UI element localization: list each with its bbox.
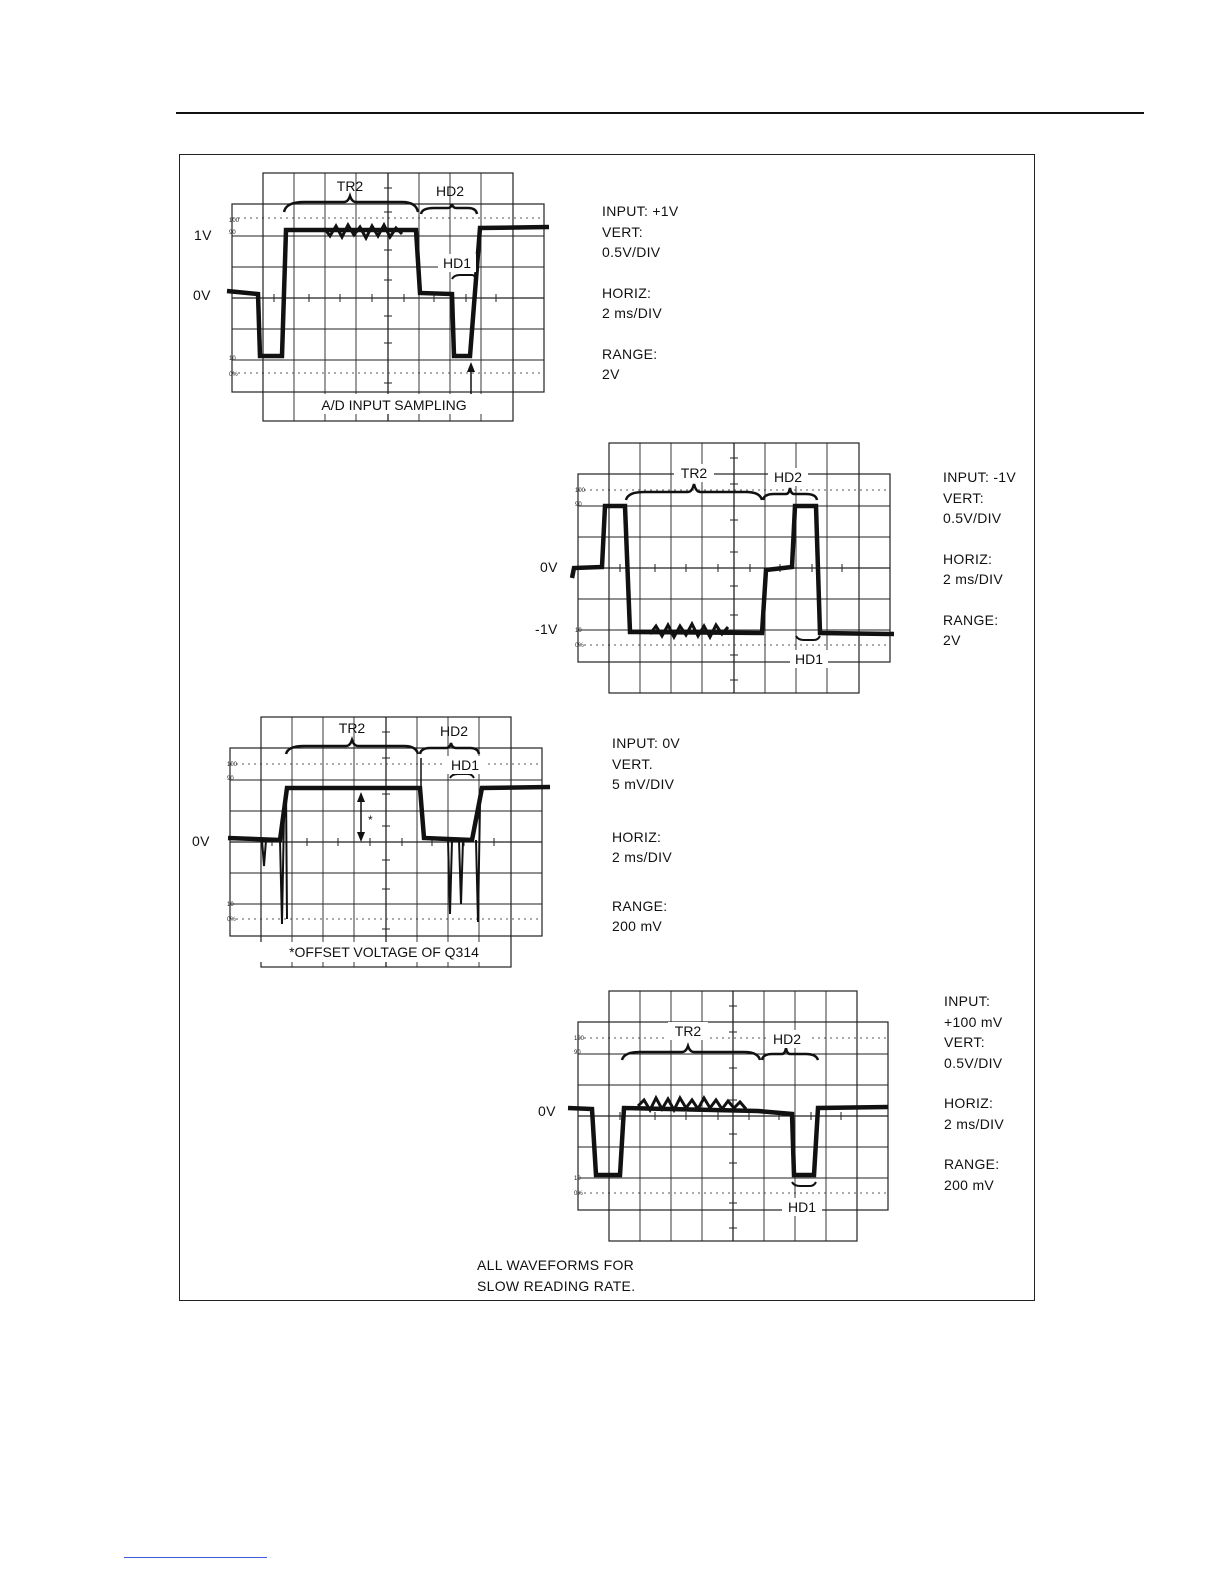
s1-scope-svg xyxy=(224,168,554,428)
s2-range-value: 2V xyxy=(943,632,961,648)
s4-tr2-label: TR2 xyxy=(674,1023,702,1039)
s4-hd2-label: HD2 xyxy=(772,1031,802,1047)
s2-scope-svg xyxy=(570,440,900,700)
figure-caption-line-2: SLOW READING RATE. xyxy=(477,1278,636,1294)
s3-horiz-value: 2 ms/DIV xyxy=(612,849,672,865)
s3-scope-svg xyxy=(224,714,554,974)
s3-mark-0: 0% xyxy=(227,917,236,923)
s3-mark-90: 90 xyxy=(227,776,234,782)
s1-range-label: RANGE: xyxy=(602,345,658,362)
s3-tr2-label: TR2 xyxy=(338,720,366,736)
s1-mark-0: 0% xyxy=(229,372,238,378)
s2-settings xyxy=(943,467,1016,651)
s4-range-label: RANGE: xyxy=(944,1156,1000,1172)
s1-mark-100: 100 xyxy=(229,218,240,224)
s1-horiz-value: 2 ms/DIV xyxy=(602,305,662,321)
s2-mark-100: 100 xyxy=(575,488,586,494)
s1-settings xyxy=(602,201,679,385)
s2-oscilloscope xyxy=(570,440,900,700)
s4-level-0v: 0V xyxy=(538,1103,556,1119)
s3-offset-arrow xyxy=(357,792,373,842)
s2-level-0v: 0V xyxy=(540,559,558,575)
s4-vert-label: VERT: xyxy=(944,1034,985,1050)
s4-waveform xyxy=(568,1107,888,1175)
s1-input-label: INPUT: +1V xyxy=(602,203,679,219)
s4-mark-10: 10 xyxy=(574,1176,581,1182)
s4-oscilloscope xyxy=(568,988,898,1248)
page-top-rule xyxy=(176,112,1144,114)
s3-offset-marker: * xyxy=(368,813,373,827)
s1-hd1-label: HD1 xyxy=(442,255,472,271)
s1-horiz-label: HORIZ: xyxy=(602,284,652,301)
s3-waveform xyxy=(228,787,550,840)
s3-vert-label: VERT. xyxy=(612,755,653,772)
s2-tr2-label: TR2 xyxy=(680,465,708,481)
s4-settings xyxy=(944,991,1004,1195)
s2-tr2-brace xyxy=(626,484,762,500)
s2-graticule xyxy=(578,443,890,693)
s3-caption: *OFFSET VOLTAGE OF Q314 xyxy=(289,944,479,960)
s3-settings xyxy=(612,733,680,937)
s3-range-value: 200 mV xyxy=(612,918,663,934)
s4-mark-100: 100 xyxy=(574,1036,585,1042)
s4-hd2-brace xyxy=(762,1048,818,1060)
s1-mark-10: 10 xyxy=(229,356,236,362)
s1-level-0v: 0V xyxy=(193,287,211,303)
s3-input-label: INPUT: 0V xyxy=(612,735,681,751)
s3-hd1-label: HD1 xyxy=(450,757,480,773)
s2-horiz-label: HORIZ: xyxy=(943,550,993,567)
s3-mark-100: 100 xyxy=(227,762,238,768)
s1-graticule xyxy=(232,173,544,421)
s4-range-value: 200 mV xyxy=(944,1176,995,1193)
s2-mark-90: 90 xyxy=(575,502,582,508)
s1-oscilloscope xyxy=(224,168,554,428)
s4-input-value: +100 mV xyxy=(944,1013,1003,1030)
s4-tr2-brace xyxy=(622,1046,760,1060)
footer-link-underline[interactable] xyxy=(124,1557,267,1558)
s3-hd2-label: HD2 xyxy=(439,723,469,739)
s4-horiz-label: HORIZ: xyxy=(944,1095,994,1111)
s1-mark-90: 90 xyxy=(229,230,236,236)
s2-hd2-label: HD2 xyxy=(773,469,803,485)
s1-hd2-brace xyxy=(421,204,477,214)
s1-tr2-label: TR2 xyxy=(336,178,364,194)
s2-level-neg1v: -1V xyxy=(535,621,558,637)
s1-caption: A/D INPUT SAMPLING xyxy=(321,397,467,413)
s1-vert-value: 0.5V/DIV xyxy=(602,244,661,260)
s3-range-label: RANGE: xyxy=(612,897,668,914)
s2-mark-0: 0% xyxy=(575,643,584,649)
s3-oscilloscope xyxy=(224,714,554,974)
s2-hd1-label: HD1 xyxy=(794,651,824,667)
s4-scope-svg xyxy=(568,988,898,1248)
s4-horiz-value: 2 ms/DIV xyxy=(944,1115,1004,1132)
s2-mark-10: 10 xyxy=(575,628,582,634)
s3-horiz-label: HORIZ: xyxy=(612,828,662,845)
s1-vert-label: VERT: xyxy=(602,223,643,240)
s2-input-label: INPUT: -1V xyxy=(943,469,1017,485)
s2-vert-value: 0.5V/DIV xyxy=(943,510,1002,526)
s2-horiz-value: 2 ms/DIV xyxy=(943,571,1003,587)
s4-mark-0: 0% xyxy=(574,1191,583,1197)
s2-range-label: RANGE: xyxy=(943,611,999,628)
s3-hd1-brace xyxy=(450,774,474,778)
s2-hd1-brace xyxy=(796,636,820,640)
figure-caption xyxy=(477,1255,635,1297)
s4-hd1-label: HD1 xyxy=(787,1199,817,1215)
figure-caption-line-1: ALL WAVEFORMS FOR xyxy=(477,1257,635,1273)
s4-hd1-brace xyxy=(792,1182,816,1186)
s1-hd1-brace xyxy=(452,275,476,280)
s4-vert-value: 0.5V/DIV xyxy=(944,1054,1003,1071)
s1-hd2-label: HD2 xyxy=(435,183,465,199)
s2-vert-label: VERT: xyxy=(943,489,984,506)
s4-input-label: INPUT: xyxy=(944,993,991,1009)
s1-range-value: 2V xyxy=(602,366,620,382)
s1-level-1v: 1V xyxy=(194,227,212,243)
s3-vert-value: 5 mV/DIV xyxy=(612,776,675,792)
s3-tr2-brace xyxy=(286,740,418,754)
s3-level-0v: 0V xyxy=(192,833,210,849)
s3-mark-10: 10 xyxy=(227,902,234,908)
s4-mark-90: 90 xyxy=(574,1050,581,1056)
